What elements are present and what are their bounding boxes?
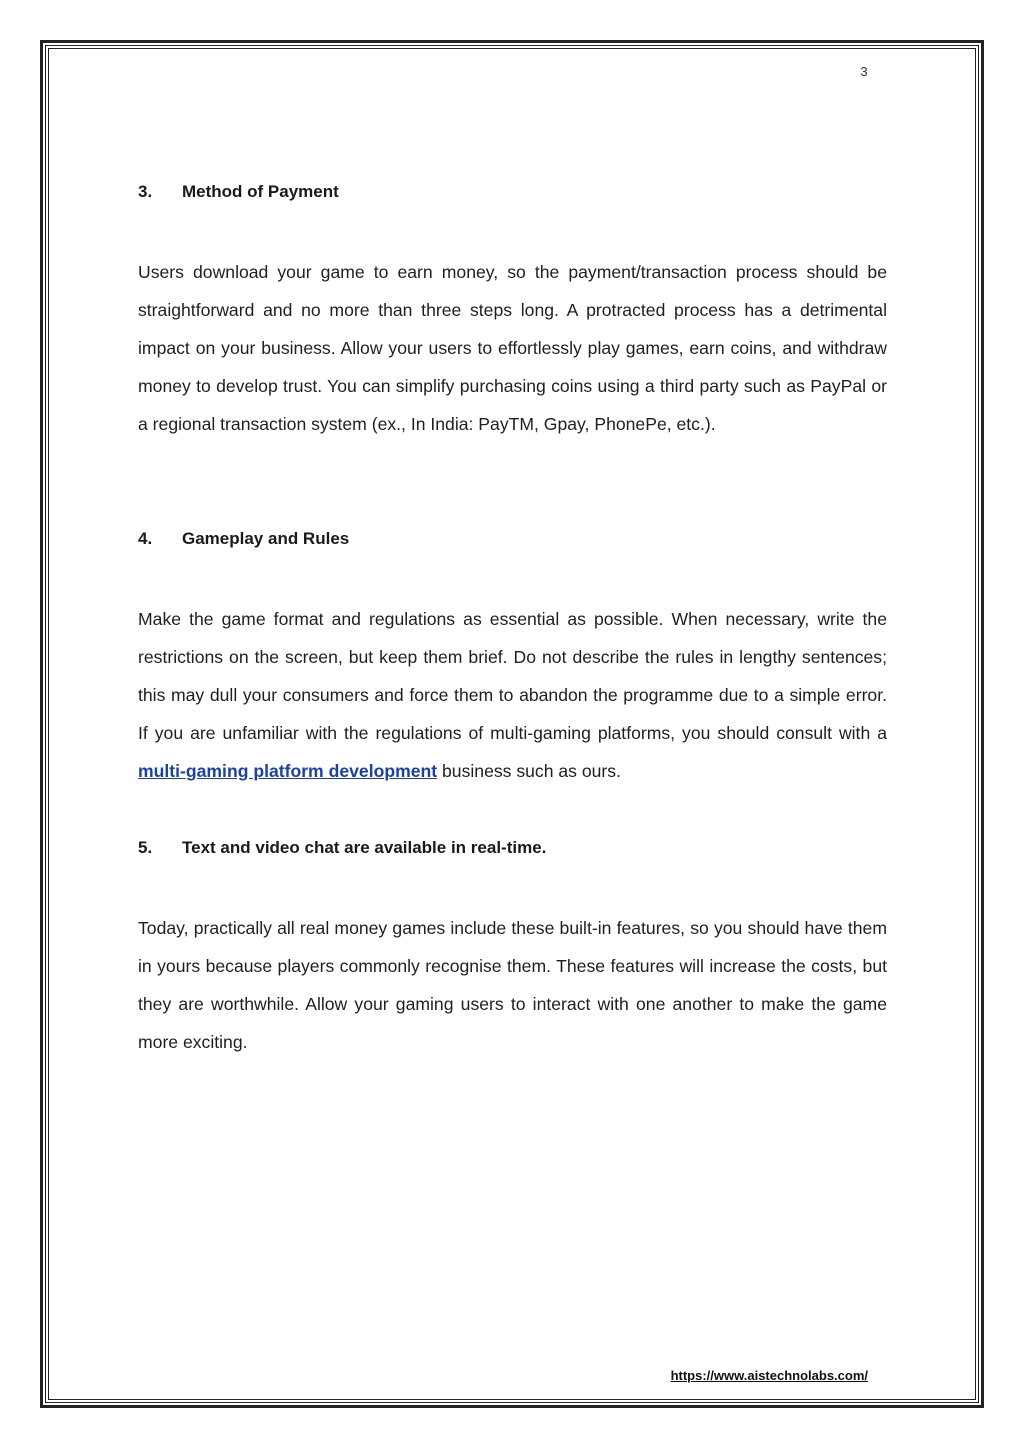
- section-paragraph-chat: Today, practically all real money games include these built-in features, so you should have them in yours because players commonly recognise them. These features will increase the costs, but they are worthwhile. Allow your gaming users to interact with one another to make the game more exciting.: [138, 918, 887, 1052]
- paragraph-text: Make the game format and regulations as essential as possible. When necessary, write the restrictions on the screen, but keep them brief. Do not describe the rules in lengthy sentences; this may dull your consumers and force them to abandon the programme due to a simple error. If you are unfamiliar with the regulations of multi-gaming platforms, you should consult with a: [138, 609, 887, 743]
- section-heading-chat: [138, 838, 546, 858]
- section-paragraph-payment: Users download your game to earn money, so the payment/transaction process should be straightforward and no more than three steps long. A protracted process has a detrimental impact on your business. Allow your users to effortlessly play games, earn coins, and withdraw money to develop trust. You can simplify purchasing coins using a third party such as PayPal or a regional transaction system (ex., In India: PayTM, Gpay, PhonePe, etc.).: [138, 262, 887, 434]
- footer-website-link[interactable]: https://www.aistechnolabs.com/: [670, 1368, 868, 1383]
- multi-gaming-platform-link[interactable]: multi-gaming platform development: [138, 761, 438, 781]
- section-number: 3.: [138, 182, 153, 201]
- section-number: 5.: [138, 838, 153, 857]
- section-title: Text and video chat are available in real-time.: [182, 838, 547, 857]
- section-number: 4.: [138, 529, 153, 548]
- section-title: Gameplay and Rules: [182, 529, 350, 548]
- section-title: Method of Payment: [182, 182, 339, 201]
- section-heading-gameplay: [138, 529, 349, 549]
- section-heading-payment: [138, 182, 339, 202]
- section-paragraph-gameplay: [138, 600, 887, 790]
- paragraph-text: business such as ours.: [437, 761, 621, 781]
- page-number: 3: [860, 64, 868, 79]
